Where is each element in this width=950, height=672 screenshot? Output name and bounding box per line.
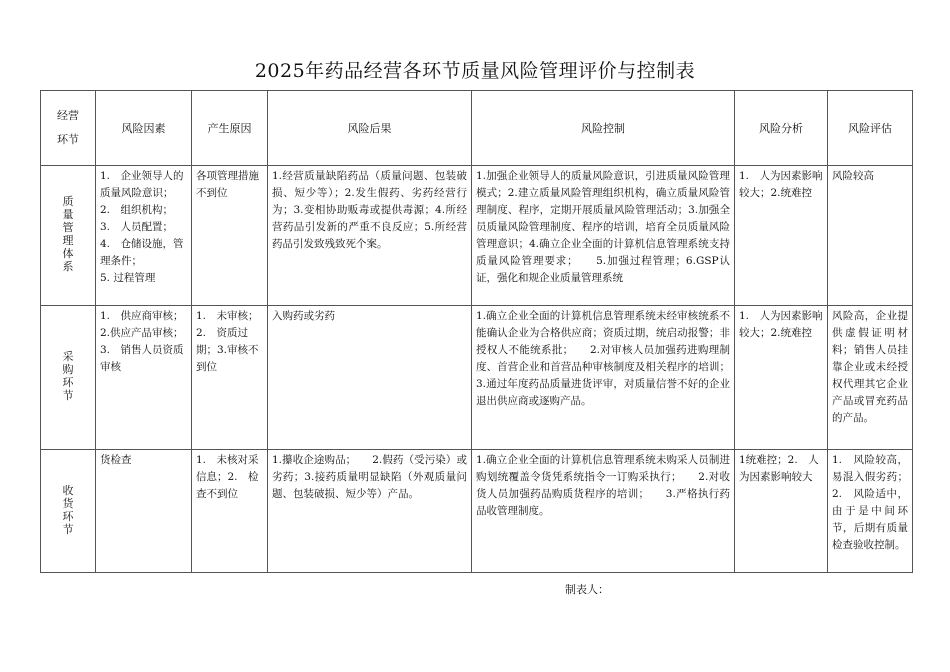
causes-cell: 各项管理措施不到位 (192, 166, 268, 306)
prepared-by-label: 制表人： (565, 583, 609, 596)
stage-cell (41, 450, 96, 573)
header-consequences: 风险后果 (268, 91, 472, 166)
factors-cell (96, 306, 192, 450)
evaluation-cell: 风险高，企业提供虚假证明材料；销售人员挂靠企业或未经授权代理其它企业产品或冒充药品的产品。 (828, 306, 913, 450)
header-analysis: 风险分析 (735, 91, 828, 166)
evaluation-cell: 1. 风险较高，易混入假劣药；2. 风险适中，由于是中间环节，后期有质量检查验收控制。 (828, 450, 913, 573)
control-cell: 1.加强企业领导人的质量风险意识，引进质量风险管理模式；2.建立质量风险管理组织机构，确立质量风险管理制度、程序，定期开展质量风险管理活动；3.加强全员质量风险管理制度、程序的培训，培育全员质量风险管理意识；4.确立企业全面的计算机信息管理系统支持质量风险管理要求； 5.加强过程管理；6.GSP认证，强化和规企业质量管理系统 (472, 166, 735, 306)
table-row (41, 306, 913, 450)
factor-item: 3. 人员配置； (100, 221, 174, 233)
stage-label: 收货环节 (62, 483, 74, 536)
factor-item: 3. 销售人员资质审核 (100, 344, 184, 373)
factor-item: 5. 过程管理 (100, 272, 156, 284)
table-header-row (41, 91, 913, 166)
factors-cell (96, 450, 192, 573)
consequences-cell: 1.经营质量缺陷药品（质量问题、包装破损、短少等）；2.发生假药、劣药经营行为；3.变相协助贩毒或提供毒源；4.所经营药品引发新的严重不良反应；5.所经营药品引发致残致死个案。 (268, 166, 472, 306)
causes-cell: 1. 未审核；2. 资质过期；3.审核不到位 (192, 306, 268, 450)
consequences-cell: 入购药或劣药 (268, 306, 472, 450)
control-cell: 1.确立企业全面的计算机信息管理系统未经审核统系不能确认企业为合格供应商；资质过期，统启动报警；非授权人不能统系批； 2.对审核人员加强药进购理制度、首营企业和首营品种审核制度及相关程序的培训；3.通过年度药品质量进货评审，对质量信誉不好的企业退出供应商或逐购产品。 (472, 306, 735, 450)
header-stage (41, 91, 96, 166)
consequences-cell: 1.攥收企途购品； 2.假药（受污染）或劣药；3.接药质量明显缺陷（外观质量问题、包装破损、短少等）产品。 (268, 450, 472, 573)
page-title: 2025年药品经营各环节质量风险管理评价与控制表 (254, 60, 696, 82)
control-cell: 1.确立企业全面的计算机信息管理系统未购采人员制进购划统覆盖令货凭系统指令一订购采执行； 2.对收货人员加强药品购质货程序的培训； 3.严格执行药品收管理制度。 (472, 450, 735, 573)
header-stage-line2: 环节 (57, 133, 79, 146)
table-row (41, 450, 913, 573)
factor-item: 2. 组织机构； (100, 204, 174, 216)
evaluation-cell: 风险较高 (828, 166, 913, 306)
header-causes: 产生原因 (192, 91, 268, 166)
stage-label: 质量管理体系 (62, 195, 74, 273)
stage-label: 采购环节 (62, 350, 74, 402)
analysis-cell: 1. 人为因素影响较大；2.统难控 (735, 166, 828, 306)
causes-cell: 1. 未核对采信息；2. 检查不到位 (192, 450, 268, 573)
factors-cell (96, 166, 192, 306)
factor-item: 1. 供应商审核； (100, 310, 184, 322)
stage-cell (41, 166, 96, 306)
table-row (41, 166, 913, 306)
analysis-cell: 1统难控；2. 人为因素影响较大 (735, 450, 828, 573)
header-evaluation: 风险评估 (828, 91, 913, 166)
header-control: 风险控制 (472, 91, 735, 166)
factor-item: 4. 仓储设施，管理条件； (100, 238, 184, 267)
risk-table (40, 90, 913, 573)
factor-item: 1. 企业领导人的质量风险意识； (100, 170, 184, 199)
stage-cell (41, 306, 96, 450)
factor-item: 货检查 (100, 454, 132, 466)
header-factors: 风险因素 (96, 91, 192, 166)
analysis-cell: 1. 人为因素影响较大；2.统难控 (735, 306, 828, 450)
factor-item: 2.供应产品审核； (100, 327, 184, 339)
header-stage-line1: 经营 (57, 109, 79, 122)
